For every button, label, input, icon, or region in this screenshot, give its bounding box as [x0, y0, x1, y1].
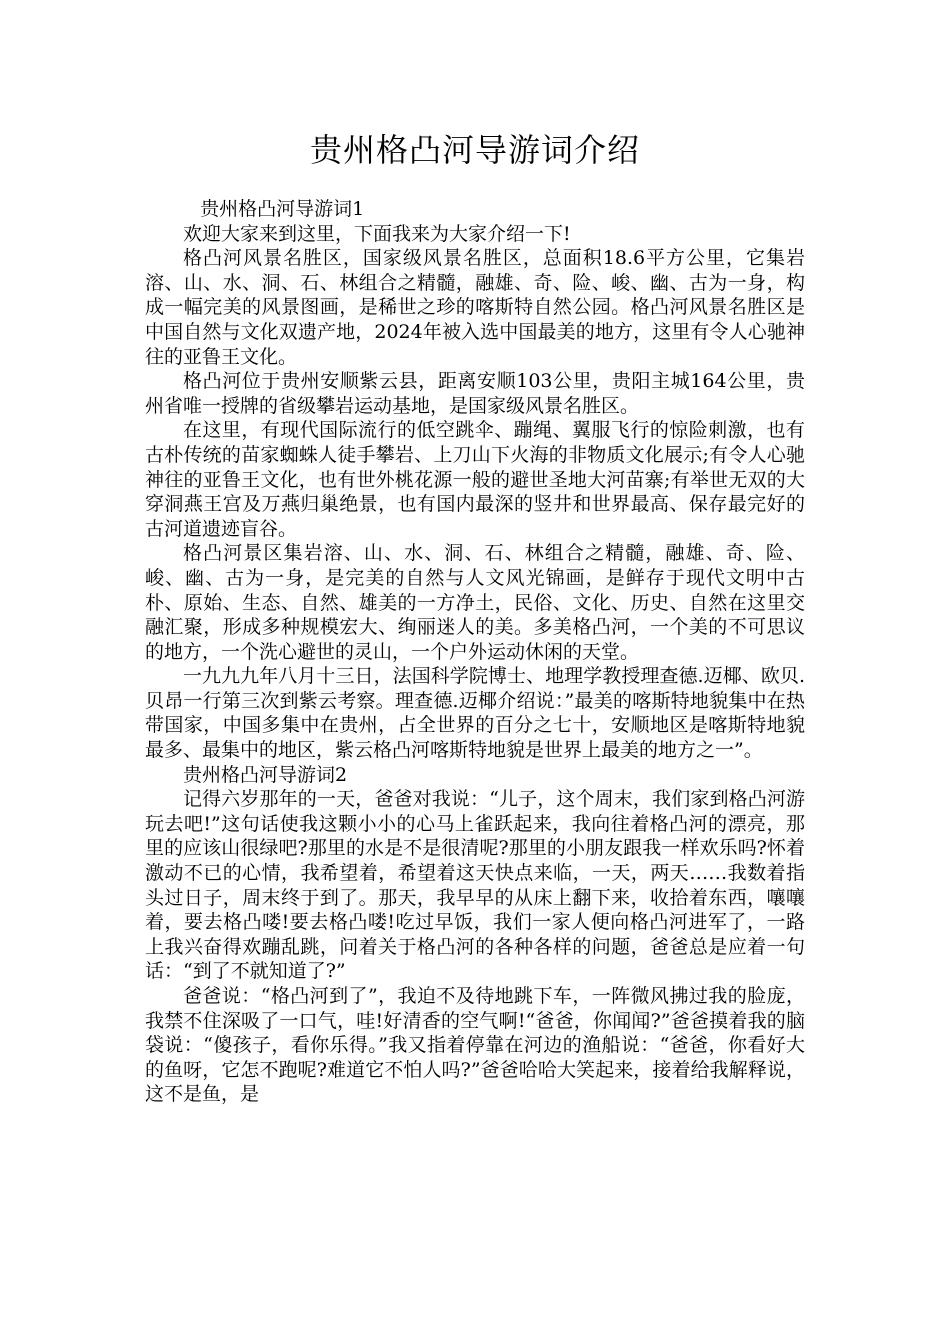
paragraph: 在这里，有现代国际流行的低空跳伞、蹦绳、翼服飞行的惊险刺激，也有古朴传统的苗家蜘蛛人徒手攀岩、上刀山下火海的非物质文化展示;有令人心驰神往的亚鲁王文化，也有世外桃花源一般的避世圣地大河苗寨;有举世无双的大穿洞燕王宫及万燕归巢绝景，也有国内最深的竖井和世界最高、保存最完好的古河道遗迹盲谷。: [145, 419, 805, 540]
section-heading-1: 贵州格凸河导游词1: [200, 198, 365, 220]
paragraph: 格凸河风景名胜区，国家级风景名胜区，总面积18.6平方公里，它集岩溶、山、水、洞、石、林组合之精髓，融雄、奇、险、峻、幽、古为一身，构成一幅完美的风景图画，是稀世之珍的喀斯特自然公园。格凸河风景名胜区是中国自然与文化双遗产地，2024年被入选中国最美的地方，这里有令人心驰神往的亚鲁王文化。: [145, 247, 805, 368]
paragraph: 记得六岁那年的一天，爸爸对我说：“儿子，这个周末，我们家到格凸河游玩去吧!”这句话使我这颗小小的心马上雀跃起来，我向往着格凸河的漂亮，那里的应该山很绿吧?那里的水是不是很清呢?那里的小朋友跟我一样欢乐吗?怀着激动不已的心情，我希望着，希望着这天快点来临，一天，两天……我数着指头过日子，周末终于到了。那天，我早早的从床上翻下来，收拾着东西，嚷嚷着，要去格凸喽!要去格凸喽!吃过早饭，我们一家人便向格凸河进军了，一路上我兴奋得欢蹦乱跳，问着关于格凸河的各种各样的问题，爸爸总是应着一句话：“到了不就知道了?”: [145, 788, 805, 983]
paragraph: 爸爸说：“格凸河到了”，我迫不及待地跳下车，一阵微风拂过我的脸庞，我禁不住深吸了一口气，哇!好清香的空气啊!“爸爸，你闻闻?”爸爸摸着我的脑袋说：“傻孩子，看你乐得。”我又指着停靠在河边的渔船说：“爸爸，你看好大的鱼呀，它怎不跑呢?难道它不怕人吗?”爸爸哈哈大笑起来，接着给我解释说，这不是鱼，是: [145, 985, 805, 1106]
paragraph: 欢迎大家来到这里，下面我来为大家介绍一下!: [183, 222, 571, 245]
paragraph: 一九九九年八月十三日，法国科学院博士、地理学教授理查德.迈椰、欧贝.贝昂一行第三次到紫云考察。理查德.迈椰介绍说：”最美的喀斯特地貌集中在热带国家，中国多集中在贵州，占全世界的百分之七十，安顺地区是喀斯特地貌最多、最集中的地区，紫云格凸河喀斯特地貌是世界上最美的地方之一”。: [145, 665, 805, 762]
section-heading-2: 贵州格凸河导游词2: [183, 763, 348, 786]
paragraph: 格凸河位于贵州安顺紫云县，距离安顺103公里，贵阳主城164公里，贵州省唯一授牌的省级攀岩运动基地，是国家级风景名胜区。: [145, 370, 805, 417]
paragraph: 格凸河景区集岩溶、山、水、洞、石、林组合之精髓，融雄、奇、险、峻、幽、古为一身，是完美的自然与人文风光锦画，是鲜存于现代文明中古朴、原始、生态、自然、雄美的一方净土，民俗、文化、历史、自然在这里交融汇聚，形成多种规模宏大、绚丽迷人的美。多美格凸河，一个美的不可思议的地方，一个洗心避世的灵山，一个户外运动休闲的天堂。: [145, 542, 805, 663]
document-title: 贵州格凸河导游词介绍: [309, 131, 640, 169]
document-body: [145, 197, 805, 1107]
